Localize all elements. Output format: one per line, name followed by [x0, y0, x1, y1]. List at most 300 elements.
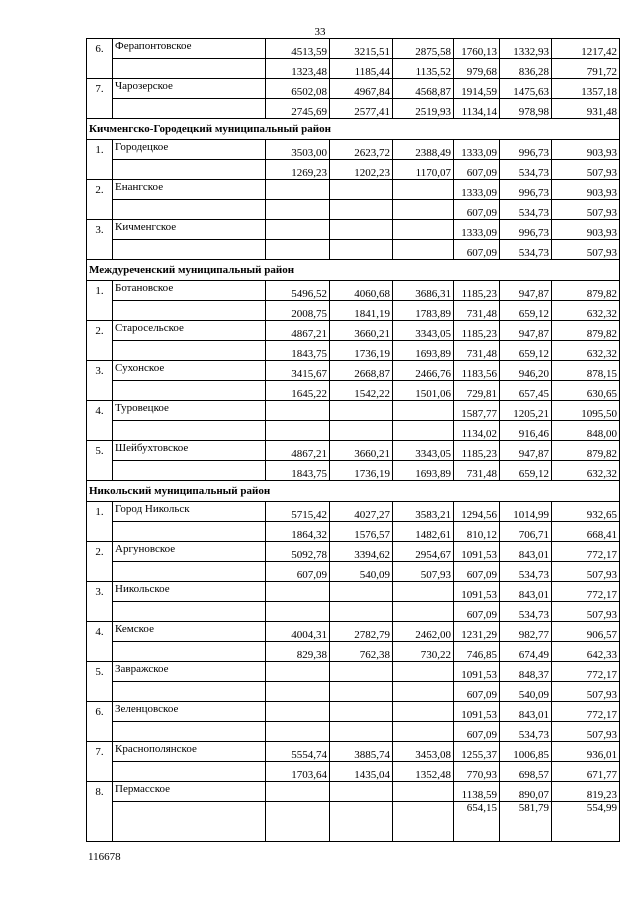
- row-number: 1.: [87, 140, 113, 160]
- value-cell: 931,48: [552, 99, 620, 119]
- value-cell: 906,57: [552, 622, 620, 642]
- value-cell: 903,93: [552, 180, 620, 200]
- settlement-row: [87, 622, 620, 642]
- settlement-name: Сухонское: [113, 361, 266, 381]
- row-number: [87, 522, 113, 542]
- settlement-name: Кичменгское: [113, 220, 266, 240]
- value-cell: [330, 220, 393, 240]
- value-cell: 1864,32: [266, 522, 330, 542]
- value-cell: [393, 602, 454, 622]
- value-cell: [393, 582, 454, 602]
- value-cell: 674,49: [500, 642, 552, 662]
- row-number: [87, 341, 113, 361]
- settlement-name: [113, 160, 266, 180]
- settlement-row-continued: [87, 381, 620, 401]
- value-cell: [393, 421, 454, 441]
- settlement-row-continued: [87, 160, 620, 180]
- value-cell: 607,09: [454, 200, 500, 220]
- value-cell: 772,17: [552, 582, 620, 602]
- row-number: [87, 802, 113, 842]
- value-cell: 4513,59: [266, 39, 330, 59]
- settlement-name: [113, 762, 266, 782]
- settlement-name: [113, 59, 266, 79]
- row-number: [87, 642, 113, 662]
- value-cell: 630,65: [552, 381, 620, 401]
- value-cell: 607,09: [266, 562, 330, 582]
- row-number: 2.: [87, 180, 113, 200]
- value-cell: [266, 200, 330, 220]
- value-cell: 1185,44: [330, 59, 393, 79]
- value-cell: 878,15: [552, 361, 620, 381]
- row-number: [87, 682, 113, 702]
- value-cell: 936,01: [552, 742, 620, 762]
- value-cell: 2668,87: [330, 361, 393, 381]
- row-number: [87, 762, 113, 782]
- settlement-row-continued: [87, 461, 620, 481]
- value-cell: 659,12: [500, 301, 552, 321]
- value-cell: 632,32: [552, 461, 620, 481]
- value-cell: [266, 421, 330, 441]
- value-cell: 2875,58: [393, 39, 454, 59]
- value-cell: 5715,42: [266, 502, 330, 522]
- value-cell: 1185,23: [454, 281, 500, 301]
- section-header-row: [87, 119, 620, 140]
- value-cell: 2462,00: [393, 622, 454, 642]
- settlement-name: [113, 461, 266, 481]
- section-header-row: [87, 481, 620, 502]
- settlement-name: Чарозерское: [113, 79, 266, 99]
- settlement-name: Шейбухтовское: [113, 441, 266, 461]
- settlement-row: [87, 361, 620, 381]
- value-cell: 2954,67: [393, 542, 454, 562]
- value-cell: 4867,21: [266, 321, 330, 341]
- value-cell: 2745,69: [266, 99, 330, 119]
- value-cell: [393, 722, 454, 742]
- value-cell: 3660,21: [330, 321, 393, 341]
- document-code: 116678: [88, 851, 121, 863]
- value-cell: 507,93: [552, 160, 620, 180]
- row-number: 6.: [87, 702, 113, 722]
- value-cell: 978,98: [500, 99, 552, 119]
- value-cell: 671,77: [552, 762, 620, 782]
- value-cell: [330, 802, 393, 842]
- row-number: 7.: [87, 79, 113, 99]
- value-cell: [330, 702, 393, 722]
- value-cell: 1736,19: [330, 341, 393, 361]
- settlement-name: [113, 200, 266, 220]
- tariff-table: [86, 38, 620, 842]
- value-cell: 1843,75: [266, 461, 330, 481]
- row-number: [87, 722, 113, 742]
- value-cell: [330, 682, 393, 702]
- value-cell: [330, 782, 393, 802]
- settlement-row-continued: [87, 99, 620, 119]
- value-cell: 1482,61: [393, 522, 454, 542]
- settlement-row: [87, 502, 620, 522]
- value-cell: 1294,56: [454, 502, 500, 522]
- row-number: 1.: [87, 281, 113, 301]
- value-cell: 1217,42: [552, 39, 620, 59]
- value-cell: 1703,64: [266, 762, 330, 782]
- value-cell: 2782,79: [330, 622, 393, 642]
- settlement-row: [87, 662, 620, 682]
- value-cell: 982,77: [500, 622, 552, 642]
- value-cell: 730,22: [393, 642, 454, 662]
- row-number: 3.: [87, 582, 113, 602]
- value-cell: [393, 401, 454, 421]
- value-cell: 507,93: [552, 562, 620, 582]
- row-number: [87, 200, 113, 220]
- section-header-row: [87, 260, 620, 281]
- settlement-row: [87, 79, 620, 99]
- settlement-row-continued: [87, 59, 620, 79]
- value-cell: [393, 782, 454, 802]
- settlement-name: [113, 682, 266, 702]
- value-cell: [393, 200, 454, 220]
- value-cell: 1542,22: [330, 381, 393, 401]
- settlement-name: Кемское: [113, 622, 266, 642]
- settlement-row-continued: [87, 421, 620, 441]
- value-cell: [330, 180, 393, 200]
- settlement-name: Городецкое: [113, 140, 266, 160]
- value-cell: 843,01: [500, 702, 552, 722]
- value-cell: 507,93: [552, 682, 620, 702]
- settlement-name: [113, 642, 266, 662]
- settlement-name: [113, 240, 266, 260]
- value-cell: 659,12: [500, 461, 552, 481]
- value-cell: 534,73: [500, 722, 552, 742]
- settlement-row: [87, 321, 620, 341]
- value-cell: 507,93: [552, 200, 620, 220]
- settlement-name: [113, 602, 266, 622]
- value-cell: 879,82: [552, 281, 620, 301]
- row-number: [87, 59, 113, 79]
- value-cell: 534,73: [500, 240, 552, 260]
- value-cell: 4004,31: [266, 622, 330, 642]
- value-cell: 654,15: [454, 802, 500, 842]
- value-cell: [266, 682, 330, 702]
- value-cell: [330, 722, 393, 742]
- value-cell: [266, 582, 330, 602]
- settlement-name: Ботановское: [113, 281, 266, 301]
- value-cell: 540,09: [500, 682, 552, 702]
- settlement-name: [113, 99, 266, 119]
- value-cell: 2008,75: [266, 301, 330, 321]
- value-cell: 1269,23: [266, 160, 330, 180]
- value-cell: 1183,56: [454, 361, 500, 381]
- value-cell: 5554,74: [266, 742, 330, 762]
- settlement-row: [87, 782, 620, 802]
- value-cell: [266, 401, 330, 421]
- value-cell: [393, 220, 454, 240]
- settlement-row-continued: [87, 301, 620, 321]
- value-cell: 791,72: [552, 59, 620, 79]
- value-cell: 772,17: [552, 662, 620, 682]
- value-cell: 932,65: [552, 502, 620, 522]
- value-cell: 1091,53: [454, 662, 500, 682]
- value-cell: [330, 240, 393, 260]
- value-cell: 4060,68: [330, 281, 393, 301]
- settlement-name: Никольское: [113, 582, 266, 602]
- row-number: 1.: [87, 502, 113, 522]
- settlement-row: [87, 542, 620, 562]
- row-number: [87, 562, 113, 582]
- value-cell: 1501,06: [393, 381, 454, 401]
- settlement-row: [87, 702, 620, 722]
- settlement-name: [113, 381, 266, 401]
- settlement-row: [87, 441, 620, 461]
- value-cell: [393, 662, 454, 682]
- section-title: Никольский муниципальный район: [87, 481, 620, 502]
- settlement-name: [113, 722, 266, 742]
- value-cell: 507,93: [552, 602, 620, 622]
- value-cell: 731,48: [454, 461, 500, 481]
- page-number: 33: [314, 26, 326, 38]
- value-cell: 1760,13: [454, 39, 500, 59]
- value-cell: [393, 702, 454, 722]
- value-cell: 632,32: [552, 301, 620, 321]
- value-cell: [330, 602, 393, 622]
- value-cell: 1333,09: [454, 220, 500, 240]
- settlement-row: [87, 281, 620, 301]
- value-cell: [393, 682, 454, 702]
- settlement-name: Аргуновское: [113, 542, 266, 562]
- value-cell: 1843,75: [266, 341, 330, 361]
- value-cell: 3343,05: [393, 321, 454, 341]
- value-cell: 607,09: [454, 682, 500, 702]
- value-cell: 540,09: [330, 562, 393, 582]
- settlement-row-continued: [87, 642, 620, 662]
- value-cell: 731,48: [454, 301, 500, 321]
- row-number: [87, 301, 113, 321]
- value-cell: 3660,21: [330, 441, 393, 461]
- value-cell: 1095,50: [552, 401, 620, 421]
- settlement-name: Старосельское: [113, 321, 266, 341]
- value-cell: 534,73: [500, 160, 552, 180]
- settlement-row: [87, 140, 620, 160]
- value-cell: 731,48: [454, 341, 500, 361]
- value-cell: [266, 240, 330, 260]
- settlement-row: [87, 220, 620, 240]
- settlement-name: [113, 522, 266, 542]
- value-cell: 5092,78: [266, 542, 330, 562]
- value-cell: 1587,77: [454, 401, 500, 421]
- value-cell: 5496,52: [266, 281, 330, 301]
- value-cell: 996,73: [500, 140, 552, 160]
- value-cell: 2388,49: [393, 140, 454, 160]
- value-cell: 3343,05: [393, 441, 454, 461]
- value-cell: 772,17: [552, 542, 620, 562]
- value-cell: 581,79: [500, 802, 552, 842]
- value-cell: 554,99: [552, 802, 620, 842]
- value-cell: 1435,04: [330, 762, 393, 782]
- settlement-name: [113, 562, 266, 582]
- value-cell: 668,41: [552, 522, 620, 542]
- value-cell: 3583,21: [393, 502, 454, 522]
- value-cell: 996,73: [500, 180, 552, 200]
- value-cell: 1736,19: [330, 461, 393, 481]
- value-cell: 534,73: [500, 562, 552, 582]
- value-cell: 819,23: [552, 782, 620, 802]
- settlement-name: Енангское: [113, 180, 266, 200]
- value-cell: 1352,48: [393, 762, 454, 782]
- value-cell: [330, 421, 393, 441]
- settlement-name: Туровецкое: [113, 401, 266, 421]
- value-cell: 829,38: [266, 642, 330, 662]
- settlement-row-continued: [87, 200, 620, 220]
- value-cell: 729,81: [454, 381, 500, 401]
- value-cell: 1323,48: [266, 59, 330, 79]
- row-number: 2.: [87, 321, 113, 341]
- settlement-name: [113, 421, 266, 441]
- settlement-row: [87, 401, 620, 421]
- value-cell: 996,73: [500, 220, 552, 240]
- settlement-name: [113, 802, 266, 842]
- row-number: [87, 602, 113, 622]
- value-cell: [393, 802, 454, 842]
- row-number: 2.: [87, 542, 113, 562]
- value-cell: [266, 802, 330, 842]
- row-number: 8.: [87, 782, 113, 802]
- value-cell: 698,57: [500, 762, 552, 782]
- value-cell: 2623,72: [330, 140, 393, 160]
- settlement-row-continued: [87, 802, 620, 842]
- value-cell: 3215,51: [330, 39, 393, 59]
- value-cell: 1332,93: [500, 39, 552, 59]
- settlement-name: Зеленцовское: [113, 702, 266, 722]
- value-cell: 879,82: [552, 441, 620, 461]
- value-cell: 1202,23: [330, 160, 393, 180]
- row-number: [87, 421, 113, 441]
- row-number: 3.: [87, 220, 113, 240]
- value-cell: 607,09: [454, 602, 500, 622]
- section-title: Кичменгско-Городецкий муниципальный район: [87, 119, 620, 140]
- value-cell: 848,37: [500, 662, 552, 682]
- value-cell: 534,73: [500, 200, 552, 220]
- value-cell: [266, 602, 330, 622]
- row-number: 5.: [87, 662, 113, 682]
- value-cell: 1783,89: [393, 301, 454, 321]
- value-cell: 1841,19: [330, 301, 393, 321]
- value-cell: 2577,41: [330, 99, 393, 119]
- value-cell: 507,93: [552, 240, 620, 260]
- value-cell: 534,73: [500, 602, 552, 622]
- value-cell: 4867,21: [266, 441, 330, 461]
- value-cell: 890,07: [500, 782, 552, 802]
- row-number: [87, 240, 113, 260]
- table-body: [87, 39, 620, 842]
- settlement-row-continued: [87, 762, 620, 782]
- value-cell: 1914,59: [454, 79, 500, 99]
- value-cell: 810,12: [454, 522, 500, 542]
- value-cell: 607,09: [454, 240, 500, 260]
- settlement-row-continued: [87, 722, 620, 742]
- value-cell: 3503,00: [266, 140, 330, 160]
- value-cell: 632,32: [552, 341, 620, 361]
- value-cell: 1138,59: [454, 782, 500, 802]
- value-cell: 3453,08: [393, 742, 454, 762]
- settlement-name: Пермасское: [113, 782, 266, 802]
- settlement-row-continued: [87, 522, 620, 542]
- value-cell: 1231,29: [454, 622, 500, 642]
- settlement-name: [113, 301, 266, 321]
- value-cell: 4967,84: [330, 79, 393, 99]
- value-cell: 2466,76: [393, 361, 454, 381]
- row-number: [87, 461, 113, 481]
- value-cell: 772,17: [552, 702, 620, 722]
- row-number: [87, 99, 113, 119]
- value-cell: 1014,99: [500, 502, 552, 522]
- settlement-row-continued: [87, 682, 620, 702]
- value-cell: 607,09: [454, 722, 500, 742]
- section-title: Междуреченский муниципальный район: [87, 260, 620, 281]
- value-cell: 3686,31: [393, 281, 454, 301]
- value-cell: 4568,87: [393, 79, 454, 99]
- value-cell: 607,09: [454, 160, 500, 180]
- value-cell: 6502,08: [266, 79, 330, 99]
- value-cell: 1333,09: [454, 180, 500, 200]
- value-cell: 843,01: [500, 542, 552, 562]
- value-cell: [266, 782, 330, 802]
- value-cell: [393, 240, 454, 260]
- value-cell: 903,93: [552, 220, 620, 240]
- value-cell: [393, 180, 454, 200]
- value-cell: 1357,18: [552, 79, 620, 99]
- value-cell: [330, 401, 393, 421]
- value-cell: 1255,37: [454, 742, 500, 762]
- value-cell: [266, 722, 330, 742]
- settlement-name: [113, 341, 266, 361]
- value-cell: 879,82: [552, 321, 620, 341]
- value-cell: 848,00: [552, 421, 620, 441]
- value-cell: 1006,85: [500, 742, 552, 762]
- value-cell: 903,93: [552, 140, 620, 160]
- value-cell: [266, 220, 330, 240]
- settlement-row-continued: [87, 562, 620, 582]
- value-cell: 1170,07: [393, 160, 454, 180]
- value-cell: 770,93: [454, 762, 500, 782]
- value-cell: 762,38: [330, 642, 393, 662]
- row-number: 3.: [87, 361, 113, 381]
- value-cell: 507,93: [393, 562, 454, 582]
- value-cell: [330, 582, 393, 602]
- settlement-name: Завражское: [113, 662, 266, 682]
- value-cell: 1185,23: [454, 321, 500, 341]
- settlement-row-continued: [87, 341, 620, 361]
- value-cell: 3885,74: [330, 742, 393, 762]
- value-cell: [266, 180, 330, 200]
- row-number: [87, 160, 113, 180]
- value-cell: 607,09: [454, 562, 500, 582]
- value-cell: 642,33: [552, 642, 620, 662]
- value-cell: 2519,93: [393, 99, 454, 119]
- value-cell: 946,20: [500, 361, 552, 381]
- settlement-row: [87, 39, 620, 59]
- value-cell: 659,12: [500, 341, 552, 361]
- value-cell: 1185,23: [454, 441, 500, 461]
- value-cell: 1091,53: [454, 582, 500, 602]
- value-cell: 507,93: [552, 722, 620, 742]
- row-number: 4.: [87, 401, 113, 421]
- settlement-name: Краснополянское: [113, 742, 266, 762]
- row-number: 7.: [87, 742, 113, 762]
- value-cell: 843,01: [500, 582, 552, 602]
- settlement-row: [87, 180, 620, 200]
- value-cell: 3394,62: [330, 542, 393, 562]
- value-cell: 706,71: [500, 522, 552, 542]
- row-number: 6.: [87, 39, 113, 59]
- value-cell: 1205,21: [500, 401, 552, 421]
